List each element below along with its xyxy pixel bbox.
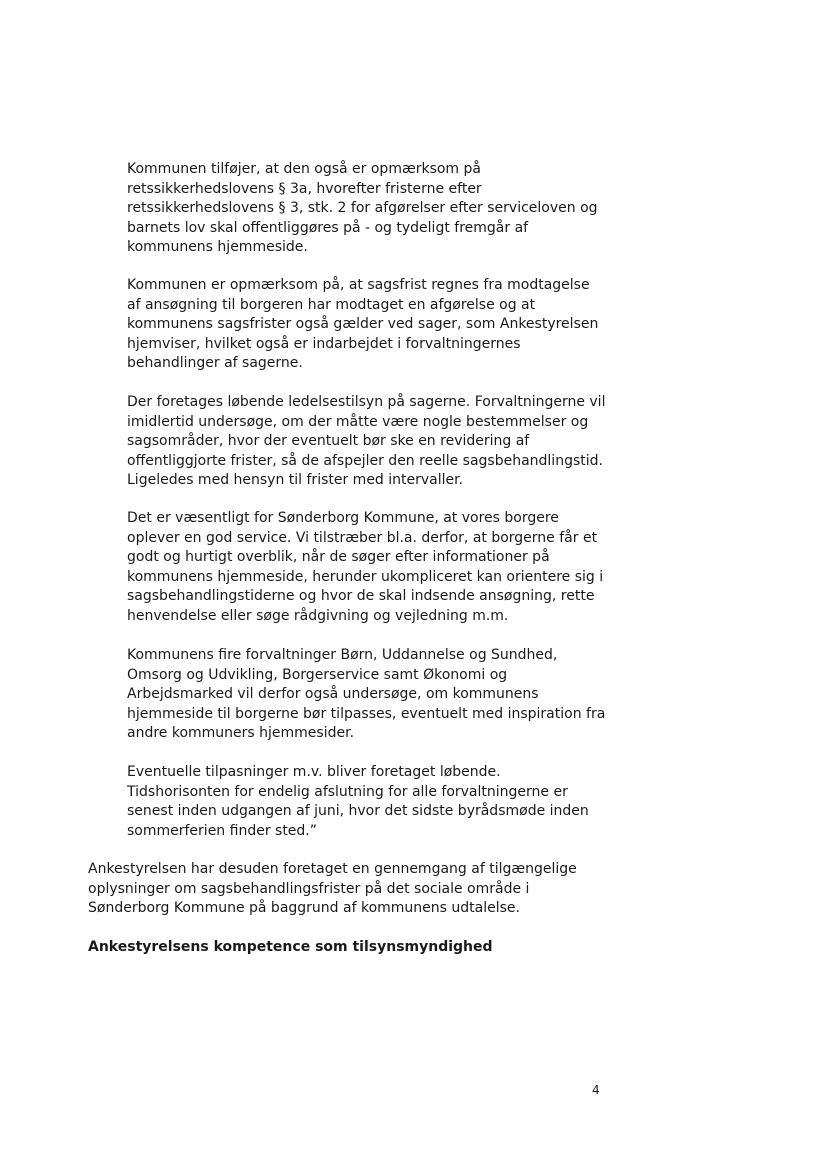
text-line: andre kommuners hjemmesider. [127, 725, 355, 741]
text-line: behandlinger af sagerne. [127, 355, 303, 371]
text-line: Omsorg og Udvikling, Borgerservice samt Økonomi og [127, 666, 508, 683]
text-line: senest inden udgangen af juni, hvor det sidste byrådsmøde inden [127, 803, 589, 819]
text-line: Arbejdsmarked vil derfor også undersøge, om kommunens [127, 686, 539, 702]
text-line: hjemviser, hvilket også er indarbejdet i forvaltningernes [127, 335, 521, 352]
text-line: af ansøgning til borgeren har modtaget en afgørelse og at [127, 296, 536, 313]
text-line: godt og hurtigt overblik, når de søger efter informationer på [127, 549, 550, 565]
text-line: kommunens hjemmeside. [127, 239, 308, 255]
quoted-paragraph-2 [127, 276, 617, 374]
text-line: kommunens hjemmeside, herunder ukompliceret kan orientere sig i [127, 568, 604, 585]
text-line: Kommunen tilføjer, at den også er opmærksom på [127, 161, 481, 177]
quoted-paragraph-4 [127, 509, 617, 626]
text-line: offentliggjorte frister, så de afspejler den reelle sagsbehandlingstid. [127, 452, 603, 469]
text-line: oplever en god service. Vi tilstræber bl.a. derfor, at borgerne får et [127, 529, 598, 546]
quoted-paragraph-3 [127, 393, 617, 491]
text-line: kommunens sagsfrister også gælder ved sager, som Ankestyrelsen [127, 316, 599, 332]
text-line: Tidshorisonten for endelig afslutning for alle forvaltningerne er [127, 783, 568, 800]
text-line: Ankestyrelsen har desuden foretaget en gennemgang af tilgængelige [88, 861, 577, 877]
text-line: Det er væsentligt for Sønderborg Kommune, at vores borgere [127, 510, 559, 526]
text-line: imidlertid undersøge, om der måtte være nogle bestemmelser og [127, 413, 589, 430]
text-line: barnets lov skal offentliggøres på - og tydeligt fremgår af [127, 219, 529, 236]
text-line: sommerferien finder sted.” [127, 822, 318, 839]
section-heading: Ankestyrelsens kompetence som tilsynsmyndighed [88, 939, 493, 955]
quoted-paragraph-6 [127, 763, 617, 841]
text-line: Eventuelle tilpasninger m.v. bliver foretaget løbende. [127, 764, 501, 780]
text-line: oplysninger om sagsbehandlingsfrister på det sociale område i [88, 880, 530, 897]
quoted-paragraph-1 [127, 160, 617, 258]
text-line: hjemmeside til borgerne bør tilpasses, eventuelt med inspiration fra [127, 705, 606, 722]
quoted-paragraph-5 [127, 646, 617, 744]
text-line: Kommunen er opmærksom på, at sagsfrist regnes fra modtagelse [127, 277, 590, 293]
text-line: Sønderborg Kommune på baggrund af kommunens udtalelse. [88, 900, 520, 916]
text-line: Der foretages løbende ledelsestilsyn på sagerne. Forvaltningerne vil [127, 394, 606, 410]
text-line: sagsbehandlingstiderne og hvor de skal indsende ansøgning, rette [127, 588, 595, 604]
text-line: retssikkerhedslovens § 3, stk. 2 for afgørelser efter serviceloven og [127, 200, 598, 216]
body-paragraph [88, 860, 608, 919]
text-line: sagsområder, hvor der eventuelt bør ske en revidering af [127, 433, 530, 449]
page-number: 4 [592, 1083, 600, 1097]
text-line: henvendelse eller søge rådgivning og vejledning m.m. [127, 607, 509, 624]
text-line: retssikkerhedslovens § 3a, hvorefter fristerne efter [127, 180, 482, 197]
text-line: Ligeledes med hensyn til frister med intervaller. [127, 472, 464, 488]
text-line: Kommunens fire forvaltninger Børn, Uddannelse og Sundhed, [127, 647, 558, 663]
